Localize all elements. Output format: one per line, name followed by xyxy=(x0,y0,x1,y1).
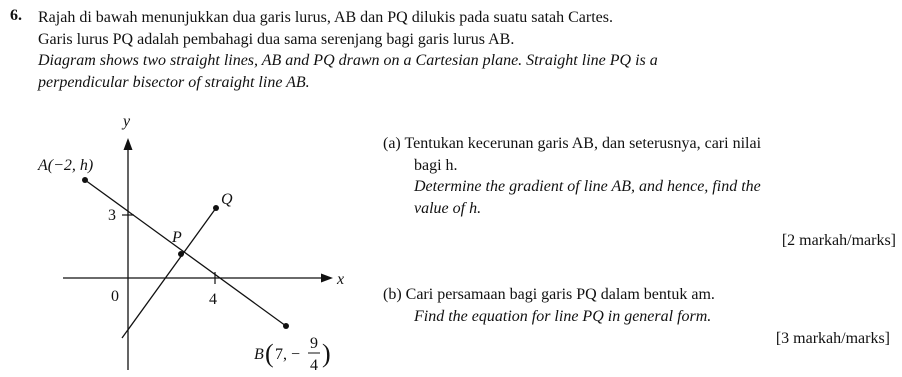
point-b-frac-num: 9 xyxy=(310,335,318,352)
point-a-label: A(−2, h) xyxy=(38,157,94,174)
line-pq xyxy=(122,208,216,338)
point-b-open-paren: ( xyxy=(265,339,274,368)
y-axis-label: y xyxy=(123,113,131,130)
question-number: 6. xyxy=(10,7,22,24)
point-b xyxy=(283,323,289,329)
part-b-malay-line: Cari persamaan bagi garis PQ dalam bentuk am. xyxy=(405,286,715,303)
point-q-label: Q xyxy=(221,191,233,208)
part-a-malay-line-2: bagi h. xyxy=(414,156,458,174)
part-a-english-line-1: Determine the gradient of line AB, and hence, find the xyxy=(414,178,761,195)
part-b-english-line: Find the equation for line PQ in general form. xyxy=(414,307,712,325)
point-p xyxy=(178,251,184,257)
x-axis-label: x xyxy=(337,271,345,288)
part-a-label: (a) xyxy=(383,135,401,152)
stem-line-malay-1: Rajah di bawah menunjukkan dua garis lurus, AB dan PQ dilukis pada suatu satah Cartes. xyxy=(38,9,614,26)
part-a-malay-line-1: Tentukan kecerunan garis AB, dan seterusnya, cari nilai xyxy=(404,135,762,152)
part-b xyxy=(383,284,715,327)
stem-line-malay-2: Garis lurus PQ adalah pembahagi dua sama serenjang bagi garis lurus AB. xyxy=(38,30,515,48)
stem-line-english-1: Diagram shows two straight lines, AB and PQ drawn on a Cartesian plane. Straight line PQ is a xyxy=(38,52,658,69)
point-b-close-paren: ) xyxy=(322,339,331,368)
origin-label: 0 xyxy=(111,288,119,305)
y-tick-label: 3 xyxy=(108,207,116,224)
point-b-prefix: B xyxy=(254,346,264,363)
stem-line-english-2: perpendicular bisector of straight line AB. xyxy=(38,73,310,91)
x-tick-label: 4 xyxy=(209,291,217,308)
point-a xyxy=(82,177,88,183)
cartesian-diagram xyxy=(0,108,360,377)
cartesian-plane xyxy=(0,108,360,377)
part-a xyxy=(383,133,761,219)
part-a-marks: [2 markah/marks] xyxy=(781,232,896,249)
part-b-label: (b) xyxy=(383,286,402,303)
point-p-label: P xyxy=(172,229,182,246)
point-b-x: 7, − xyxy=(275,346,301,363)
point-b-frac-den: 4 xyxy=(310,357,318,374)
part-b-marks: [3 markah/marks] xyxy=(775,330,890,347)
point-q xyxy=(213,205,219,211)
x-axis-arrow xyxy=(321,274,333,283)
y-axis-arrow xyxy=(124,138,133,150)
question-stem xyxy=(38,7,898,93)
part-a-english-line-2: value of h. xyxy=(414,199,482,217)
